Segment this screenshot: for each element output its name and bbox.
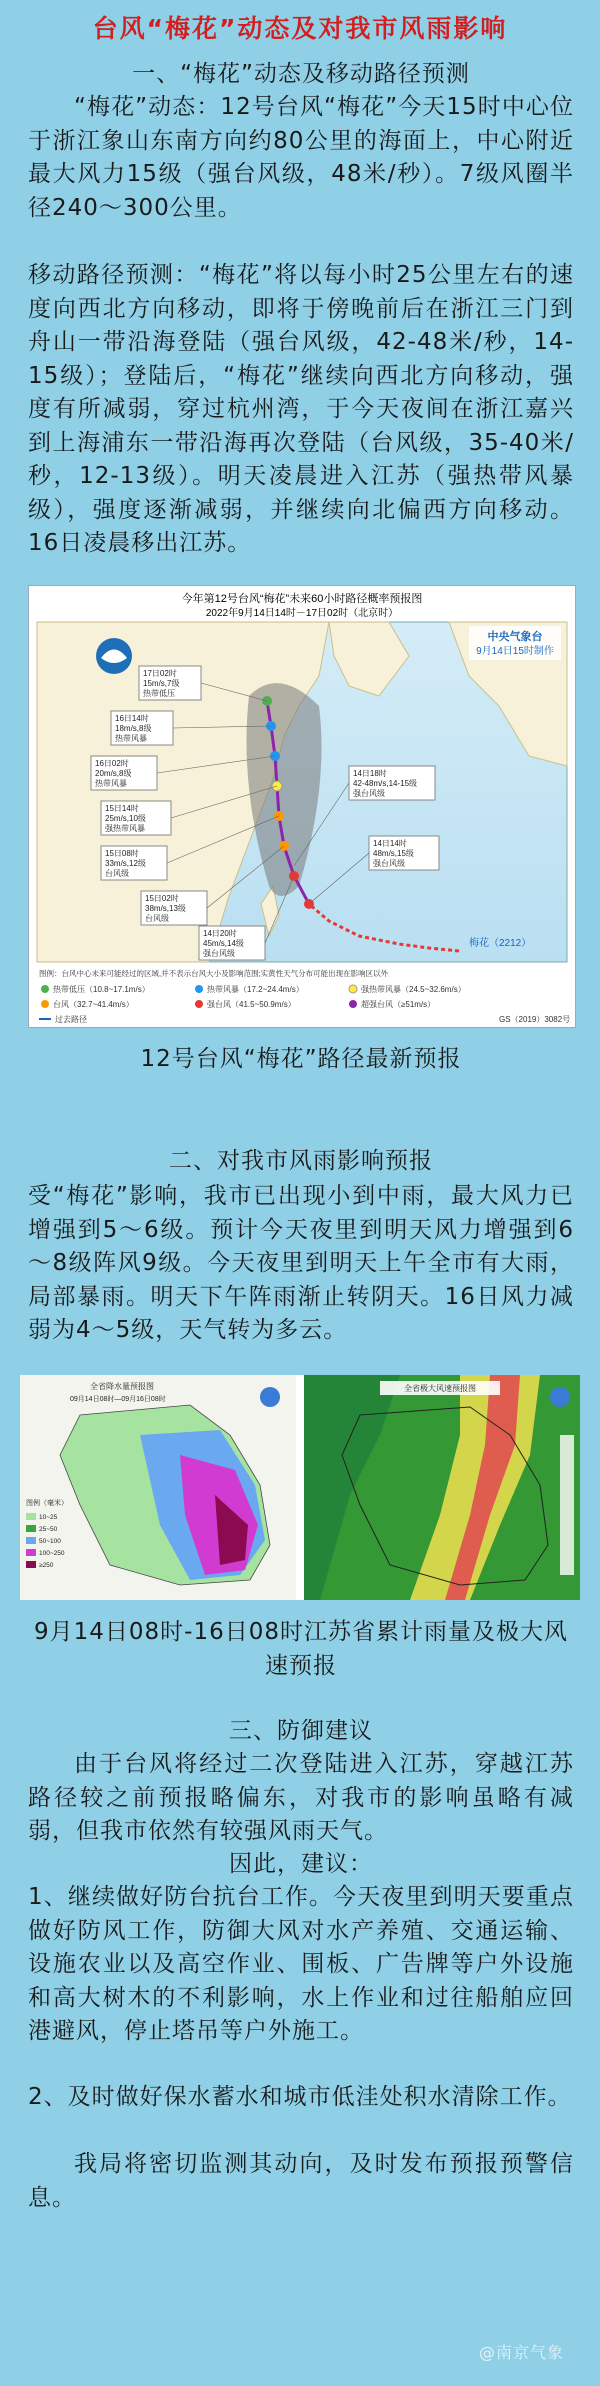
legend-past: 过去路径 [55,1015,87,1024]
label-time: 17日02时 [143,669,177,678]
typhoon-track-map [28,585,576,1028]
source-watermark: @南京气象 [478,2343,564,2362]
closing-statement: 我局将密切监测其动向，及时发布预报预警信息。 [28,2151,574,2211]
wind-map-title: 全省极大风速预报图 [404,1384,476,1393]
label-speed: 33m/s,12级 [105,859,146,868]
label-time: 15日02时 [145,894,179,903]
label-level: 台风级 [145,914,169,923]
section2-heading: 二、对我市风雨影响预报 [169,1148,433,1174]
jiangsu-maps-svg [20,1375,580,1600]
legend-ts: 热带风暴（17.2~24.4m/s） [207,985,304,994]
jiangsu-forecast-maps [20,1375,580,1600]
label-time: 16日14时 [115,714,149,723]
section1-forecast: 移动路径预测：“梅花”将以每小时25公里左右的速度向西北方向移动，即将于傍晚前后在浙江三门到舟山一带沿海登陆（强台风级，42-48米/秒，14-15级）；登陆后，“梅花”继续向西北方向移动，强度有所减弱，穿过杭州湾，于今天夜间在浙江嘉兴到上海浦东一带沿海再次登陆（台风级，35-40米/秒，12-13级）。明天凌晨进入江苏（强热带风暴级），强度逐渐减弱，并继续向北偏西方向移动。16日凌晨移出江苏。 [28,262,574,556]
rain-legend-item: 50~100 [39,1538,61,1545]
label-level: 强热带风暴 [105,824,145,833]
map1-subtitle: 2022年9月14日14时－17日02时（北京时） [205,608,399,619]
map1-caption: 12号台风“梅花”路径最新预报 [140,1046,462,1072]
advice-item-1: 1、继续做好防台抗台工作。今天夜里到明天要重点做好防风工作，防御大风对水产养殖、交通运输、设施农业以及高空作业、围板、广告牌等户外设施和高大树木的不利影响，水上作业和过往船舶应回港避风，停止塔吊等户外施工。 [28,1884,574,2044]
label-speed: 48m/s,15级 [373,849,414,858]
legend-super: 超强台风（≥51m/s） [361,1000,436,1009]
map1-legend-note: 图例：台风中心未来可能经过的区域,并不表示台风大小及影响范围;实黄性天气分布可能出现在影响区以外 [39,969,389,978]
section3-intro: 由于台风将经过二次登陆进入江苏，穿越江苏路径较之前预报略偏东，对我市的影响虽略有减弱，但我市依然有较强风雨天气。 [28,1751,574,1844]
label-time: 15日08时 [105,849,139,858]
label-time: 14日20时 [203,929,237,938]
rain-legend-item: 10~25 [39,1514,58,1521]
map2-caption: 9月14日08时-16日08时江苏省累计雨量及极大风速预报 [34,1619,568,1679]
advice-item-2: 2、及时做好保水蓄水和城市低洼处积水清除工作。 [28,2084,572,2110]
label-level: 热带风暴 [95,779,127,788]
label-speed: 45m/s,14级 [203,939,244,948]
label-speed: 20m/s,8级 [95,769,132,778]
rain-legend-item: 25~50 [39,1526,58,1533]
rain-map-title: 全省降水量预报图 [90,1382,154,1391]
section1-heading: 一、“梅花”动态及移动路径预测 [132,61,470,87]
jiangsu-weather-logo [260,1387,280,1407]
rain-map-subtitle: 09月14日08时—09月16日08时 [70,1396,166,1403]
legend-sty: 强台风（41.5~50.9m/s） [207,1000,296,1009]
section3-therefore: 因此，建议： [229,1851,373,1877]
label-speed: 25m/s,10级 [105,814,146,823]
legend-sts: 强热带风暴（24.5~32.6m/s） [361,985,466,994]
legend-td: 热带低压（10.8~17.1m/s） [53,985,150,994]
jiangsu-weather-logo [550,1387,570,1407]
label-speed: 15m/s,7级 [143,679,180,688]
section3-heading: 三、防御建议 [229,1718,373,1744]
label-time: 15日14时 [105,804,139,813]
approval-number: GS（2019）3082号 [499,1015,571,1024]
wind-legend-bar [560,1435,574,1575]
section2-body: 受“梅花”影响，我市已出现小到中雨，最大风力已增强到5～6级。预计今天夜里到明天风力增强到6～8级阵风9级。今天夜里到明天上午全市有大雨，局部暴雨。明天下午阵雨渐止转阴天。16日风力减弱为4～5级，天气转为多云。 [28,1183,574,1343]
rain-legend-title: 图例（毫米） [26,1500,68,1507]
page-title: 台风“梅花”动态及对我市风雨影响 [92,14,508,43]
label-level: 强台风级 [373,859,405,868]
rain-legend-item: ≥250 [39,1562,54,1569]
section1-status: “梅花”动态：12号台风“梅花”今天15时中心位于浙江象山东南方向约80公里的海面上，中心附近最大风力15级（强台风级，48米/秒）。7级风圈半径240～300公里。 [28,94,574,221]
label-level: 台风级 [105,869,129,878]
label-speed: 42-48m/s,14-15级 [353,779,418,788]
label-speed: 38m/s,13级 [145,904,186,913]
label-level: 热带风暴 [115,734,147,743]
typhoon-name-label: 梅花（2212） [469,938,532,949]
label-level: 强台风级 [203,949,235,958]
map1-title: 今年第12号台风“梅花”未来60小时路径概率预报图 [181,593,423,605]
legend-ty: 台风（32.7~41.4m/s） [53,1000,134,1009]
label-level: 热带低压 [143,689,175,698]
agency-name: 中央气象台 [487,631,543,643]
agency-time: 9月14日15时制作 [476,646,554,657]
label-time: 14日14时 [373,839,407,848]
label-speed: 18m/s,8级 [115,724,152,733]
typhoon-map-svg [29,586,575,1027]
rain-legend-item: 100~250 [39,1550,65,1557]
label-level: 强台风级 [353,789,385,798]
label-time: 14日18时 [353,769,387,778]
label-time: 16日02时 [95,759,129,768]
